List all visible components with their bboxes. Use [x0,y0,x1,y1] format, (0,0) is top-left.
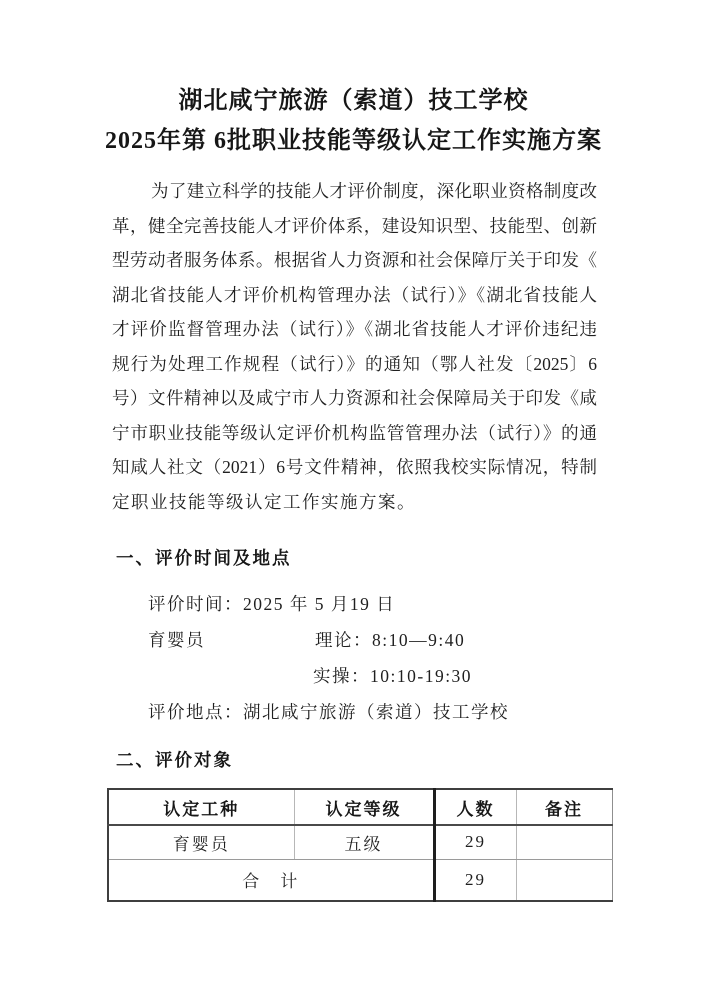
cell-note [516,825,612,859]
header-note: 备注 [516,789,612,825]
evaluation-time-line: 评价时间：2025 年 5 月19 日 [148,594,396,614]
paragraph-line: 湖北省技能人才评价机构管理办法（试行）》《湖北省技能人 [112,284,597,305]
paragraph-line: 宁市职业技能等级认定评价机构监管管理办法（试行）》的通 [112,422,597,443]
occupation-schedule-line [112,622,597,658]
paragraph-line: 才评价监督管理办法（试行）》《湖北省技能人才评价违纪违 [112,319,597,339]
doc-title-line2: 2025年第 6批职业技能等级认定工作实施方案 [105,128,602,154]
cell-count: 29 [434,825,516,859]
section1-heading: 一、评价时间及地点 [116,548,292,568]
occupation-label: 育婴员 [148,630,205,650]
table-row [108,825,612,859]
evaluation-location-line: 评价地点：湖北咸宁旅游（索道）技工学校 [148,702,509,722]
paragraph-line: 定职业技能等级认定工作实施方案。 [112,491,416,512]
table-header-row [108,789,612,825]
intro-paragraph [112,174,597,519]
header-job: 认定工种 [108,789,294,825]
header-level: 认定等级 [294,789,434,825]
evaluation-objects-table [107,788,613,902]
document-body [112,174,597,902]
paragraph-line: 型劳动者服务体系。根据省人力资源和社会保障厅关于印发《 [112,250,597,270]
cell-job: 育婴员 [108,825,294,859]
section1-details [112,586,597,730]
header-count: 人数 [434,789,516,825]
paragraph-line: 知咸人社文（2021）6号文件精神，依照我校实际情况，特制 [112,457,597,477]
section2-heading: 二、评价对象 [116,750,233,770]
practice-time: 实操：10:10-19:30 [313,666,473,686]
table-total-row [108,859,612,901]
cell-level: 五级 [294,825,434,859]
paragraph-line: 革，健全完善技能人才评价体系，建设知识型、技能型、创新 [112,215,597,236]
theory-time: 理论：8:10—9:40 [315,630,466,650]
paragraph-line: 号）文件精神以及咸宁市人力资源和社会保障局关于印发《咸 [112,388,597,408]
cell-total-note [516,859,612,901]
doc-title-line1: 湖北咸宁旅游（索道）技工学校 [178,88,529,114]
cell-total-label: 合 计 [108,859,434,901]
cell-total-count: 29 [434,859,516,901]
paragraph-line: 为了建立科学的技能人才评价制度，深化职业资格制度改 [151,181,597,201]
paragraph-line: 规行为处理工作规程（试行）》的通知（鄂人社发〔2025〕6 [112,353,597,374]
